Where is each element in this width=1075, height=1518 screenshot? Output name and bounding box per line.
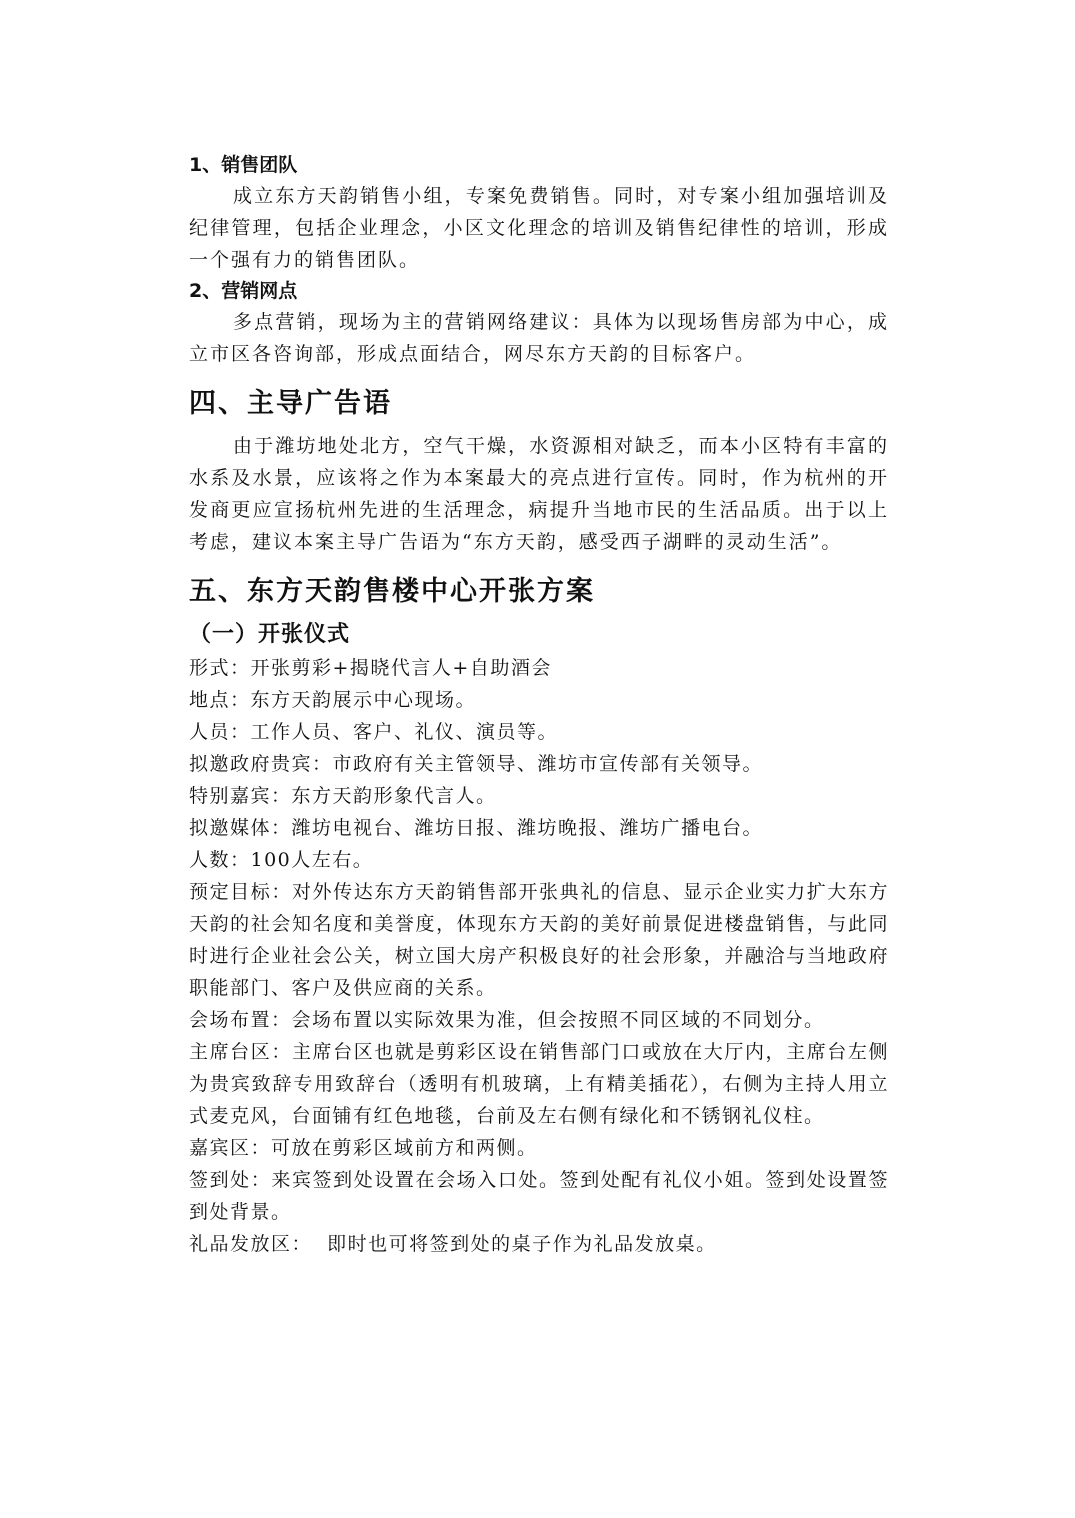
list-item: 地点：东方天韵展示中心现场。 bbox=[189, 689, 477, 711]
list-item: 预定目标：对外传达东方天韵销售部开张典礼的信息、显示企业实力扩大东方天韵的社会知名度和美誉度，体现东方天韵的美好前景促进楼盘销售，与此同时进行企业社会公关，树立国大房产积极良好的社会形象，并融洽与当地政府职能部门、客户及供应商的关系。 bbox=[189, 881, 889, 999]
list-item: 人员：工作人员、客户、礼仪、演员等。 bbox=[189, 721, 559, 743]
opening-plan-heading: 五、东方天韵售楼中心开张方案 bbox=[189, 576, 595, 607]
slogan-section-heading: 四、主导广告语 bbox=[189, 388, 392, 419]
list-item: 形式：开张剪彩+揭晓代言人+自助酒会 bbox=[189, 657, 552, 679]
list-item: 主席台区：主席台区也就是剪彩区设在销售部门口或放在大厅内，主席台左侧为贵宾致辞专用致辞台（透明有机玻璃，上有精美插花），右侧为主持人用立式麦克风，台面铺有红色地毯，台前及左右侧有绿化和不锈钢礼仪柱。 bbox=[189, 1041, 889, 1127]
document-page bbox=[189, 150, 889, 1260]
opening-ceremony-list bbox=[189, 652, 889, 1260]
list-item: 签到处：来宾签到处设置在会场入口处。签到处配有礼仪小姐。签到处设置签到处背景。 bbox=[189, 1169, 889, 1223]
opening-ceremony-subheading: （一）开张仪式 bbox=[189, 622, 351, 647]
sales-team-heading: 1、销售团队 bbox=[189, 154, 298, 176]
list-item: 人数：100人左右。 bbox=[189, 849, 374, 871]
slogan-paragraph: 由于潍坊地处北方，空气干燥，水资源相对缺乏，而本小区特有丰富的水系及水景，应该将之作为本案最大的亮点进行宣传。同时，作为杭州的开发商更应宣扬杭州先进的生活理念，病提升当地市民的生活品质。出于以上考虑，建议本案主导广告语为“东方天韵，感受西子湖畔的灵动生活”。 bbox=[189, 435, 889, 553]
list-item: 拟邀政府贵宾：市政府有关主管领导、潍坊市宣传部有关领导。 bbox=[189, 753, 764, 775]
list-item: 礼品发放区： 即时也可将签到处的桌子作为礼品发放桌。 bbox=[189, 1233, 717, 1255]
list-item: 拟邀媒体：潍坊电视台、潍坊日报、潍坊晚报、潍坊广播电台。 bbox=[189, 817, 764, 839]
marketing-network-heading: 2、营销网点 bbox=[189, 280, 298, 302]
list-item: 会场布置：会场布置以实际效果为准，但会按照不同区域的不同划分。 bbox=[189, 1009, 825, 1031]
marketing-network-paragraph: 多点营销，现场为主的营销网络建议：具体为以现场售房部为中心，成立市区各咨询部，形成点面结合，网尽东方天韵的目标客户。 bbox=[189, 311, 889, 365]
list-item: 特别嘉宾：东方天韵形象代言人。 bbox=[189, 785, 497, 807]
sales-team-paragraph: 成立东方天韵销售小组，专案免费销售。同时，对专案小组加强培训及纪律管理，包括企业理念，小区文化理念的培训及销售纪律性的培训，形成一个强有力的销售团队。 bbox=[189, 185, 889, 271]
list-item: 嘉宾区：可放在剪彩区域前方和两侧。 bbox=[189, 1137, 538, 1159]
